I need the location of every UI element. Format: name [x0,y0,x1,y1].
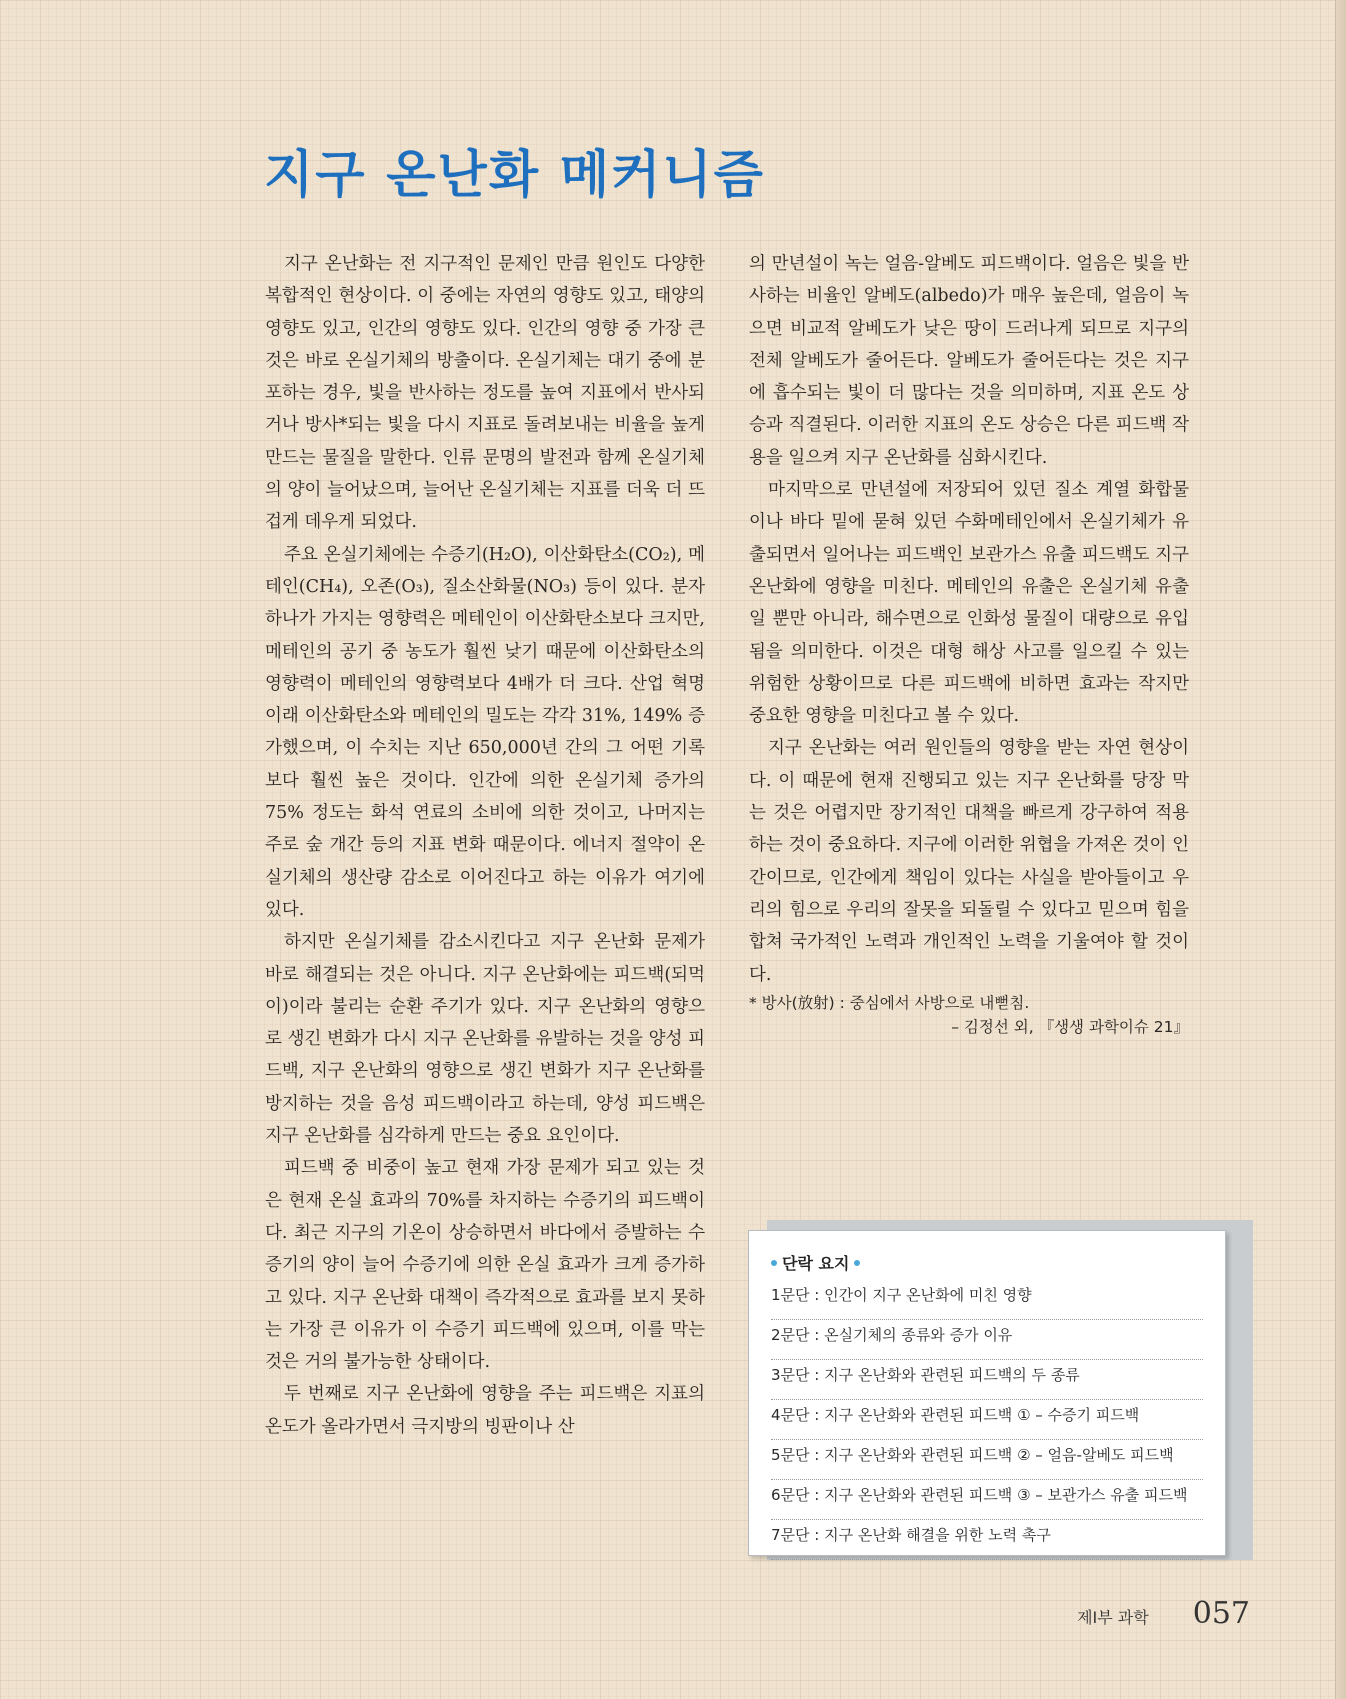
summary-item: 4문단 : 지구 온난화와 관련된 피드백 ① – 수증기 피드백 [771,1400,1203,1440]
summary-item: 2문단 : 온실기체의 종류와 증가 이유 [771,1320,1203,1360]
section-label: 제I부 과학 [1077,1608,1149,1627]
summary-box [748,1230,1226,1556]
paragraph: 지구 온난화는 전 지구적인 문제인 만큼 원인도 다양한 복합적인 현상이다. 이 중에는 자연의 영향도 있고, 태양의 영향도 있고, 인간의 영향도 있다. 인간의 영향 중 가장 큰 것은 바로 온실기체의 방출이다. 온실기체는 대기 중에 분포하는 경우, 빛을 반사하는 정도를 높여 지표에서 반사되거나 방사*되는 빛을 다시 지표로 돌려보내는 비율을 높게 만드는 물질을 말한다. 인류 문명의 발전과 함께 온실기체의 양이 늘어났으며, 늘어난 온실기체는 지표를 더욱 더 뜨겁게 데우게 되었다. [265,254,705,533]
paragraph: 피드백 중 비중이 높고 현재 가장 문제가 되고 있는 것은 현재 온실 효과의 70%를 차지하는 수증기의 피드백이다. 최근 지구의 기온이 상승하면서 바다에서 증발하는 수증기의 양이 늘어 수증기에 의한 온실 효과가 크게 증가하고 있다. 지구 온난화 대책이 즉각적으로 효과를 보지 못하는 가장 큰 이유가 이 수증기 피드백에 있으며, 이를 막는 것은 거의 불가능한 상태이다. [265,1158,705,1373]
bullet-dot-icon [771,1260,777,1266]
paragraph: 의 만년설이 녹는 얼음-알베도 피드백이다. 얼음은 빛을 반사하는 비율인 알베도(albedo)가 매우 높은데, 얼음이 녹으면 비교적 알베도가 낮은 땅이 드러나게 되므로 지구의 전체 알베도가 줄어든다. 알베도가 줄어든다는 것은 지구에 흡수되는 빛이 더 많다는 것을 의미하며, 지표 온도 상승과 직결된다. 이러한 지표의 온도 상승은 다른 피드백 작용을 일으켜 지구 온난화를 심화시킨다. [749,254,1189,468]
paragraph: 주요 온실기체에는 수증기(H₂O), 이산화탄소(CO₂), 메테인(CH₄), 오존(O₃), 질소산화물(NO₃) 등이 있다. 분자 하나가 가지는 영향력은 메테인이 이산화탄소보다 크지만, 메테인의 공기 중 농도가 훨씬 낮기 때문에 이산화탄소의 영향력이 메테인의 영향력보다 4배가 더 크다. 산업 혁명 이래 이산화탄소와 메테인의 밀도는 각각 31%, 149% 증가했으며, 이 수치는 지난 650,000년 간의 그 어떤 기록보다 훨씬 높은 것이다. 인간에 의한 온실기체 증가의 75% 정도는 화석 연료의 소비에 의한 것이고, 나머지는 주로 숲 개간 등의 지표 변화 때문이다. 에너지 절약이 온실기체의 생산량 감소로 이어진다고 하는 이유가 여기에 있다. [265,544,705,920]
footnote: * 방사(放射) : 중심에서 사방으로 내뻗침. [749,993,1030,1012]
text-column-left [265,248,705,1443]
summary-item: 7문단 : 지구 온난화 해결을 위한 노력 촉구 [771,1520,1203,1560]
summary-item: 3문단 : 지구 온난화와 관련된 피드백의 두 종류 [771,1360,1203,1400]
bullet-dot-icon [854,1260,860,1266]
page-title: 지구 온난화 메커니즘 [264,146,765,205]
summary-item: 5문단 : 지구 온난화와 관련된 피드백 ② – 얼음-알베도 피드백 [771,1440,1203,1480]
page-footer [1040,1596,1250,1636]
paragraph: 하지만 온실기체를 감소시킨다고 지구 온난화 문제가 바로 해결되는 것은 아니다. 지구 온난화에는 피드백(되먹이)이라 불리는 순환 주기가 있다. 지구 온난화의 영향으로 생긴 변화가 다시 지구 온난화를 유발하는 것을 양성 피드백, 지구 온난화의 영향으로 생긴 변화가 지구 온난화를 방지하는 것을 음성 피드백이라고 하는데, 양성 피드백은 지구 온난화를 심각하게 만드는 중요 요인이다. [265,932,705,1147]
page-number: 057 [1192,1596,1250,1631]
summary-item: 6문단 : 지구 온난화와 관련된 피드백 ③ – 보관가스 유출 피드백 [771,1480,1203,1520]
page-edge [1335,0,1346,1699]
summary-title-text: 단락 요지 [782,1254,850,1273]
text-column-right [749,248,1189,1039]
summary-panel [748,1220,1260,1568]
source-citation: – 김정선 외, 『생생 과학이슈 21』 [951,1017,1189,1036]
summary-item: 1문단 : 인간이 지구 온난화에 미친 영향 [771,1280,1203,1320]
summary-heading [771,1251,1203,1274]
paragraph: 마지막으로 만년설에 저장되어 있던 질소 계열 화합물이나 바다 밑에 묻혀 있던 수화메테인에서 온실기체가 유출되면서 일어나는 피드백인 보관가스 유출 피드백도 지구 온난화에 영향을 미친다. 메테인의 유출은 온실기체 유출일 뿐만 아니라, 해수면으로 인화성 물질이 대량으로 유입됨을 의미한다. 이것은 대형 해상 사고를 일으킬 수 있는 위험한 상황이므로 다른 피드백에 비하면 효과는 작지만 중요한 영향을 미친다고 볼 수 있다. [749,480,1189,727]
summary-list [771,1280,1203,1560]
paragraph: 두 번째로 지구 온난화에 영향을 주는 피드백은 지표의 온도가 올라가면서 극지방의 빙판이나 산 [265,1384,705,1437]
paragraph: 지구 온난화는 여러 원인들의 영향을 받는 자연 현상이다. 이 때문에 현재 진행되고 있는 지구 온난화를 당장 막는 것은 어렵지만 장기적인 대책을 빠르게 강구하여 적용하는 것이 중요하다. 지구에 이러한 위협을 가져온 것이 인간이므로, 인간에게 책임이 있다는 사실을 받아들이고 우리의 힘으로 우리의 잘못을 되돌릴 수 있다고 믿으며 힘을 합쳐 국가적인 노력과 개인적인 노력을 기울여야 할 것이다. [749,738,1189,985]
